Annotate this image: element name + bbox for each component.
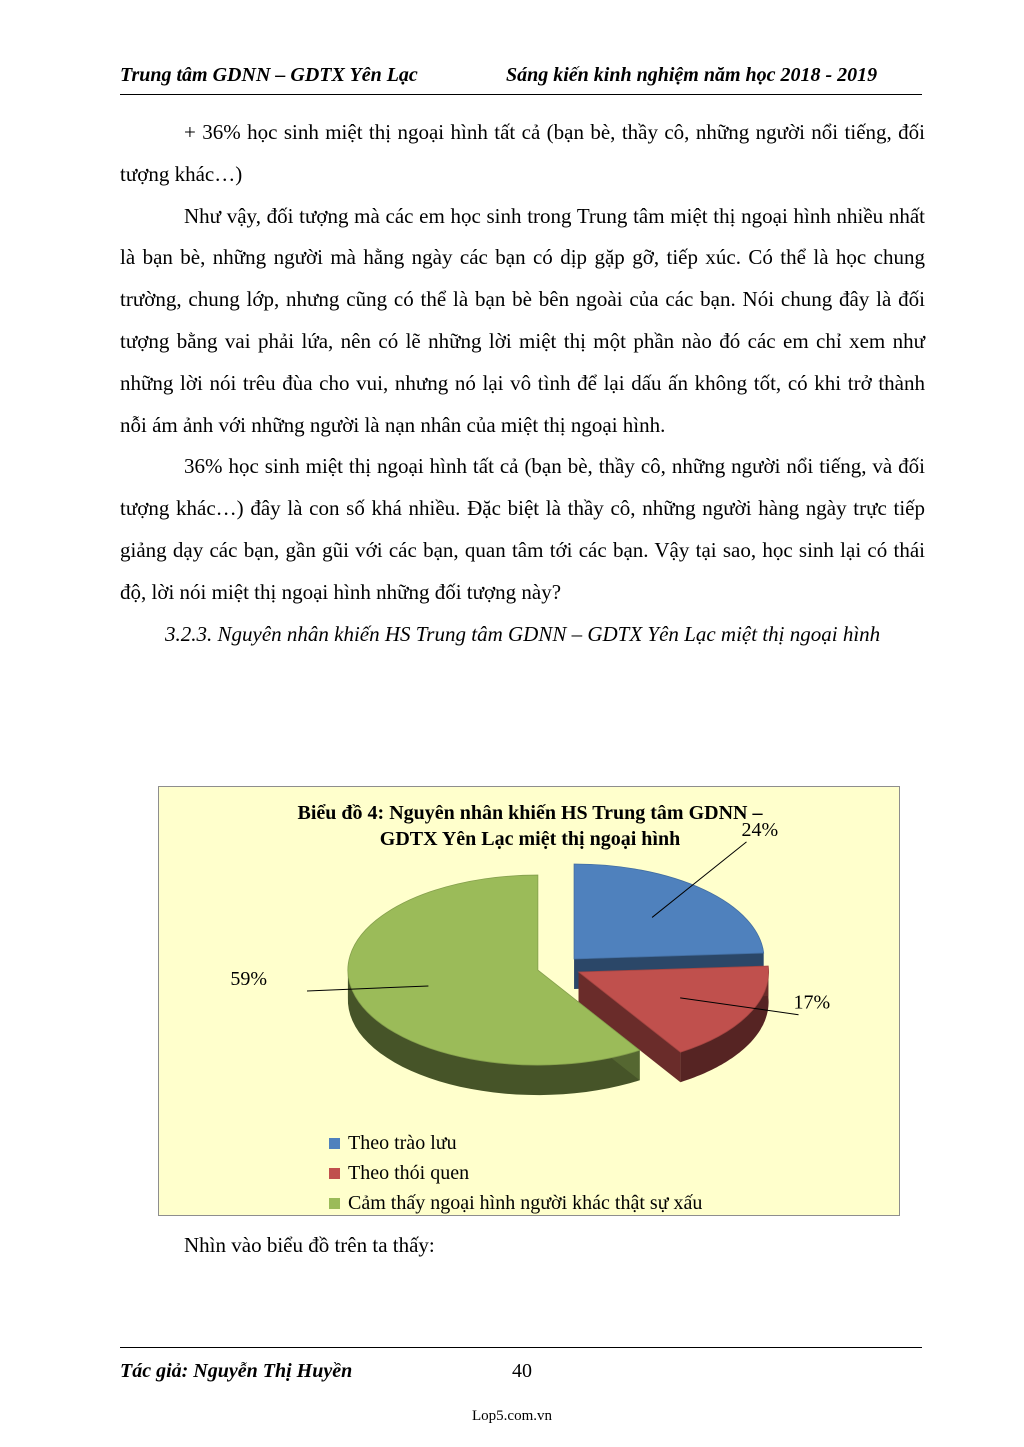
paragraph: Như vậy, đối tượng mà các em học sinh trong Trung tâm miệt thị ngoại hình nhiều nhất là bạn bè, những người mà hằng ngày các bạn có dịp gặp gỡ, tiếp xúc. Có thể là học chung trường, chung lớp, nhưng cũng có thể là bạn bè bên ngoài của các bạn. Nói chung đây là đối tượng bằng vai phải lứa, nên có lẽ những lời miệt thị một phần nào đó các em chỉ xem như những lời nói trêu đùa cho vui, nhưng nó lại vô tình để lại dấu ấn không tốt, có khi trở thành nỗi ám ảnh với những người là nạn nhân của miệt thị ngoại hình. xyxy=(120,203,925,437)
data-label: 17% xyxy=(793,991,831,1014)
page-number: 40 xyxy=(512,1360,532,1382)
legend-swatch xyxy=(329,1168,340,1179)
paragraph: + 36% học sinh miệt thị ngoại hình tất cả (bạn bè, thầy cô, những người nổi tiếng, đối tượng khác…) xyxy=(120,120,925,186)
section-heading: 3.2.3. Nguyên nhân khiến HS Trung tâm GDNN – GDTX Yên Lạc miệt thị ngoại hình xyxy=(165,621,881,646)
source-watermark: Lop5.com.vn xyxy=(472,1408,552,1424)
body-text xyxy=(120,112,925,655)
legend-item xyxy=(329,1188,702,1218)
chart-title-line2: GDTX Yên Lạc miệt thị ngoại hình xyxy=(379,828,681,850)
legend-label: Theo thói quen xyxy=(348,1162,470,1184)
legend-item xyxy=(329,1158,702,1188)
chart-legend xyxy=(329,1128,702,1218)
pie-chart xyxy=(158,786,900,1216)
legend-swatch xyxy=(329,1138,340,1149)
header-title: Sáng kiến kinh nghiệm năm học 2018 - 2019 xyxy=(506,64,878,86)
paragraph: 36% học sinh miệt thị ngoại hình tất cả (bạn bè, thầy cô, những người nổi tiếng, và đối tượng khác…) đây là con số khá nhiều. Đặc biệt là thầy cô, những người hàng ngày trực tiếp giảng dạy các bạn, gần gũi với các bạn, quan tâm tới các bạn. Vậy tại sao, học sinh lại có thái độ, lời nói miệt thị ngoại hình những đối tượng này? xyxy=(120,454,925,604)
pie-slice xyxy=(574,864,764,959)
footer-rule xyxy=(120,1347,922,1348)
data-label: 59% xyxy=(230,967,268,990)
legend-label: Cảm thấy ngoại hình người khác thật sự xấu xyxy=(348,1192,703,1214)
legend-item xyxy=(329,1128,702,1158)
legend-swatch xyxy=(329,1198,340,1209)
data-label: 24% xyxy=(741,818,779,841)
header-institution: Trung tâm GDNN – GDTX Yên Lạc xyxy=(120,64,418,86)
footer-author: Tác giả: Nguyễn Thị Huyền xyxy=(120,1360,353,1382)
page-header xyxy=(120,62,922,95)
chart-title-line1: Biểu đồ 4: Nguyên nhân khiến HS Trung tâm GDNN – xyxy=(297,802,763,824)
chart-commentary: Nhìn vào biểu đồ trên ta thấy: xyxy=(184,1233,435,1257)
legend-label: Theo trào lưu xyxy=(348,1132,457,1154)
